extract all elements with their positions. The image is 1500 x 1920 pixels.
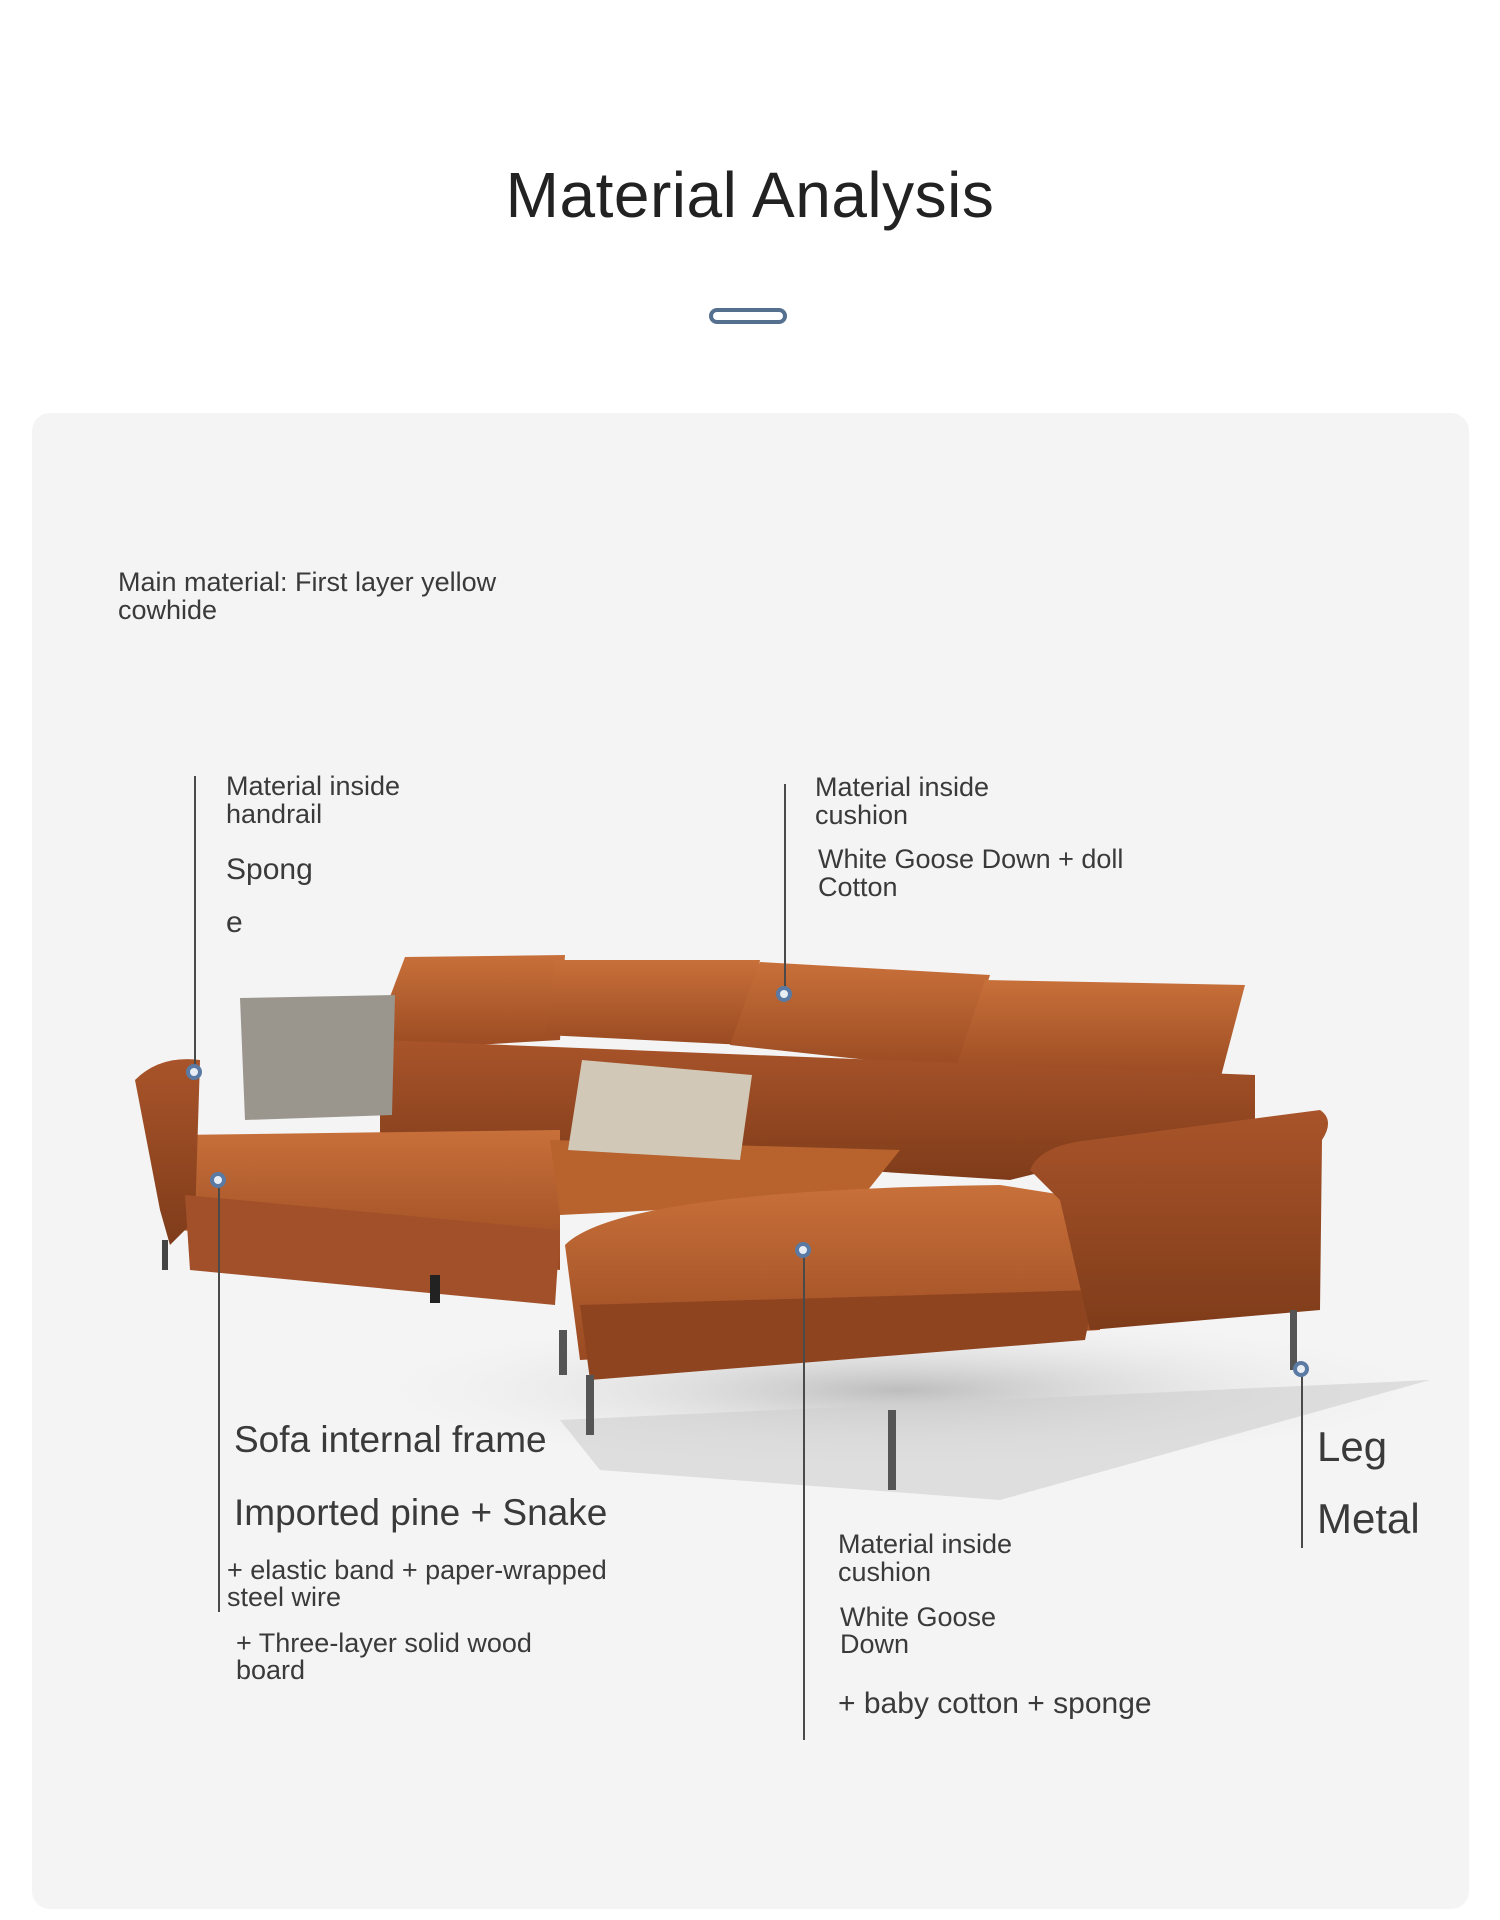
frame-value-line4: + Three-layer solid wood (236, 1628, 532, 1658)
callout-dot-cushion-top (776, 986, 792, 1002)
sofa-leg (559, 1330, 567, 1375)
sofa-leg (162, 1240, 168, 1270)
cushion-top-value-line2: Cotton (818, 872, 898, 902)
sofa-leg (888, 1410, 896, 1490)
callout-dot-frame (210, 1172, 226, 1188)
cushion-bottom-value-line2: Down (840, 1629, 910, 1659)
frame-value-line1: Imported pine + Snake (234, 1492, 608, 1533)
sofa-leg (1290, 1310, 1297, 1370)
handrail-value-line2: e (226, 906, 243, 939)
callout-dot-cushion-bottom (795, 1242, 811, 1258)
sofa-back-cushion (730, 962, 990, 1070)
frame-value-line2: + elastic band + paper-wrapped (227, 1555, 607, 1585)
cushion-bottom-label-line2: cushion (838, 1557, 932, 1587)
main-material-line1: Main material: First layer yellow (118, 567, 497, 597)
pillow-gray (240, 995, 395, 1120)
sofa-leg (586, 1375, 594, 1435)
sofa-leg (430, 1275, 440, 1303)
callout-dot-handrail (186, 1064, 202, 1080)
leg-value: Metal (1317, 1495, 1420, 1542)
handrail-label-line2: handrail (226, 799, 323, 829)
callout-line-cushion-bottom (803, 1250, 805, 1740)
callout-dot-leg (1293, 1361, 1309, 1377)
callout-line-cushion-top (784, 784, 786, 994)
frame-value-line3: steel wire (227, 1582, 342, 1612)
callout-line-handrail (194, 776, 196, 1072)
sofa-back-cushion (545, 960, 760, 1045)
frame-value-line5: board (236, 1655, 306, 1685)
cushion-top-label-line1: Material inside (815, 772, 990, 802)
sofa-back-cushion (385, 955, 565, 1050)
cushion-bottom-label-line1: Material inside (838, 1529, 1013, 1559)
cushion-bottom-value-line3: + baby cotton + sponge (838, 1687, 1152, 1720)
leg-label: Leg (1317, 1423, 1388, 1470)
cushion-top-label-line2: cushion (815, 800, 909, 830)
page-title: Material Analysis (505, 159, 995, 231)
callout-line-frame (218, 1180, 220, 1612)
handrail-value-line1: Spong (226, 853, 313, 886)
handrail-label-line1: Material inside (226, 771, 401, 801)
pillow-beige (568, 1060, 752, 1160)
main-material-line2: cowhide (118, 595, 218, 625)
cushion-bottom-value-line1: White Goose (840, 1602, 997, 1632)
callout-line-leg (1301, 1370, 1303, 1548)
frame-label: Sofa internal frame (234, 1419, 547, 1460)
cushion-top-value-line1: White Goose Down + doll (818, 844, 1124, 874)
